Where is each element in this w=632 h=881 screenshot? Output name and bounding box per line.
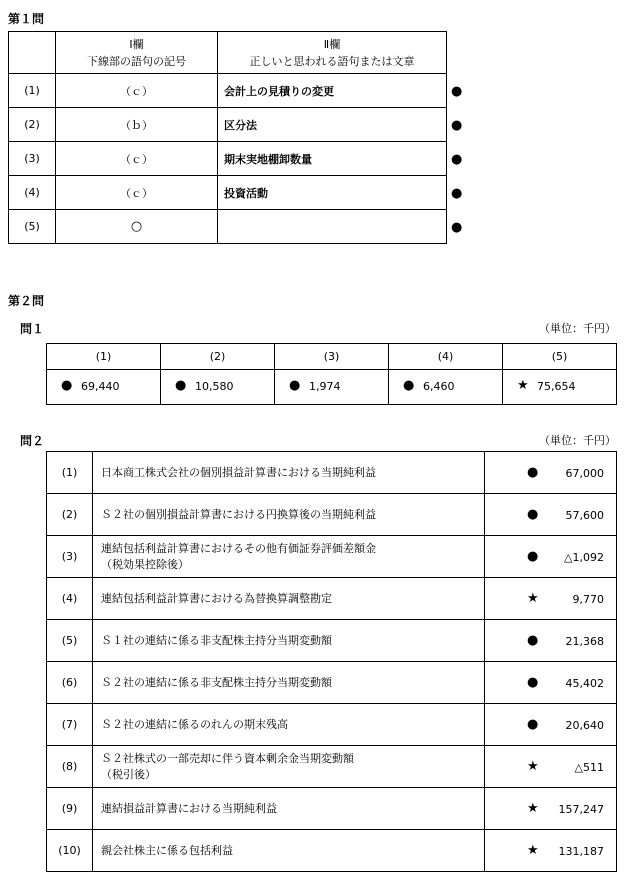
q1-row-number: (1) — [9, 74, 56, 108]
table-row — [47, 746, 617, 788]
score-mark-icon: ● — [451, 220, 463, 235]
q2-part2-row-number: (5) — [47, 620, 93, 662]
q2-part2-row-number: (9) — [47, 788, 93, 830]
q1-row-symbol: （ｃ） — [56, 176, 218, 210]
q2-part2-row-label — [93, 578, 485, 620]
q2-part2-row-label-line2: （税引後） — [101, 767, 156, 781]
q1-row-symbol: （ｃ） — [56, 74, 218, 108]
q2-part2-row-label-line1: Ｓ１社の連結に係る非支配株主持分当期変動額 — [101, 633, 332, 647]
q2-part2-row-label — [93, 620, 485, 662]
q2-part2-row-value: 67,000 — [565, 467, 604, 480]
q1-row-number: (5) — [9, 210, 56, 244]
q1-col2-header — [218, 32, 447, 74]
q2-part2-row-label — [93, 452, 485, 494]
q1-row — [9, 108, 447, 142]
q2-part1-value: 69,440 — [81, 380, 120, 393]
q2-part1-unit: （単位：千円） — [539, 322, 616, 335]
q1-row-symbol: （ｂ） — [56, 108, 218, 142]
q2-part2-row-value-cell — [485, 788, 617, 830]
score-mark-icon: ● — [451, 118, 463, 133]
q2-part2-row-label — [93, 746, 485, 788]
score-mark-icon: ● — [61, 378, 73, 393]
q1-col1-subtitle: 下線部の語句の記号 — [87, 54, 186, 68]
q2-part2-row-number: (3) — [47, 536, 93, 578]
q2-part2-row-value-cell — [485, 536, 617, 578]
score-mark-icon: ● — [451, 84, 463, 99]
q1-col2-title: Ⅱ欄 — [323, 37, 341, 51]
score-mark-icon: ● — [527, 549, 539, 564]
q2-part1-value: 10,580 — [195, 380, 234, 393]
q1-row-text — [218, 210, 447, 244]
q2-part1-cell — [161, 370, 275, 405]
q2-part2-row-value: 45,402 — [565, 677, 604, 690]
score-mark-icon: ● — [403, 378, 415, 393]
q1-row-text: 期末実地棚卸数量 — [218, 142, 447, 176]
q2-part2-row-number: (7) — [47, 704, 93, 746]
q2-part1-header: (3) — [275, 344, 389, 370]
q2-part2-row-value: 21,368 — [565, 635, 604, 648]
q1-row — [9, 210, 447, 244]
q2-part2-row-label — [93, 662, 485, 704]
q2-part2-row-value: △511 — [574, 761, 604, 774]
q1-col1-title: Ⅰ欄 — [129, 37, 144, 51]
q1-col1-header — [56, 32, 218, 74]
table-row — [47, 662, 617, 704]
q2-part2-row-number: (1) — [47, 452, 93, 494]
q1-row-text: 投資活動 — [218, 176, 447, 210]
q2-part1-header: (2) — [161, 344, 275, 370]
score-mark-icon: ● — [527, 717, 539, 732]
q2-part2-row-label-line1: 連結包括利益計算書における為替換算調整勘定 — [101, 591, 332, 605]
q2-part2-row-number: (6) — [47, 662, 93, 704]
q1-row-text: 区分法 — [218, 108, 447, 142]
q1-row-symbol: ○ — [56, 210, 218, 244]
q2-part2-row-value: △1,092 — [564, 551, 604, 564]
q2-part2-row-label-line1: Ｓ２社の連結に係る非支配株主持分当期変動額 — [101, 675, 332, 689]
q1-row-text: 会計上の見積りの変更 — [218, 74, 447, 108]
q1-col2-subtitle: 正しいと思われる語句または文章 — [249, 54, 415, 68]
score-mark-icon: ● — [527, 465, 539, 480]
score-mark-icon: ● — [451, 152, 463, 167]
q2-part2-row-label-line1: Ｓ２社株式の一部売却に伴う資本剰余金当期変動額 — [101, 751, 354, 765]
q2-part1-header: (1) — [47, 344, 161, 370]
score-mark-icon: ● — [175, 378, 187, 393]
score-mark-icon: ★ — [527, 801, 539, 816]
q2-part2-row-value-cell — [485, 578, 617, 620]
q2-part2-row-value-cell — [485, 830, 617, 872]
q2-part2-unit: （単位：千円） — [539, 434, 616, 447]
table-row — [47, 788, 617, 830]
q2-part2-row-number: (10) — [47, 830, 93, 872]
q1-row — [9, 74, 447, 108]
score-mark-icon: ★ — [527, 759, 539, 774]
q2-heading: 第２問 — [8, 294, 45, 308]
score-mark-icon: ★ — [527, 843, 539, 858]
table-row — [47, 578, 617, 620]
q2-part2-row-label-line1: 親会社株主に係る包括利益 — [101, 843, 233, 857]
q1-table — [8, 31, 447, 244]
q2-part2-heading: 問２ — [20, 434, 45, 448]
q2-part2-row-label — [93, 494, 485, 536]
q2-part2-row-label — [93, 536, 485, 578]
q2-part2-row-value-cell — [485, 746, 617, 788]
q2-part2-row-value: 57,600 — [565, 509, 604, 522]
q2-part1-cell — [47, 370, 161, 405]
q1-row — [9, 142, 447, 176]
score-mark-icon: ● — [527, 507, 539, 522]
q2-part1-value: 1,974 — [309, 380, 341, 393]
table-row — [47, 452, 617, 494]
q2-part2-row-label — [93, 788, 485, 830]
q1-row-number: (4) — [9, 176, 56, 210]
q2-part2-row-value: 131,187 — [558, 845, 604, 858]
table-row — [47, 620, 617, 662]
table-row — [47, 830, 617, 872]
score-mark-icon: ● — [527, 675, 539, 690]
q2-part2-row-label-line1: Ｓ２社の個別損益計算書における円換算後の当期純利益 — [101, 507, 376, 521]
q2-part2-row-label — [93, 704, 485, 746]
q2-part2-row-value-cell — [485, 494, 617, 536]
q1-row-number: (2) — [9, 108, 56, 142]
q2-part2-row-value-cell — [485, 704, 617, 746]
q2-part2-row-value-cell — [485, 662, 617, 704]
q2-part2-row-label-line1: 連結損益計算書における当期純利益 — [101, 801, 277, 815]
table-row — [47, 536, 617, 578]
q2-part1-table — [46, 343, 617, 405]
q1-row — [9, 176, 447, 210]
q2-part1-cell — [275, 370, 389, 405]
q2-part1-cell — [389, 370, 503, 405]
q1-row-symbol: （ｃ） — [56, 142, 218, 176]
q2-part1-heading: 問１ — [20, 322, 45, 336]
q2-part2-row-label-line1: 日本商工株式会社の個別損益計算書における当期純利益 — [101, 465, 376, 479]
q2-part2-row-label-line2: （税効果控除後） — [101, 557, 189, 571]
q1-heading: 第１問 — [8, 12, 45, 26]
q1-row-number: (3) — [9, 142, 56, 176]
q2-part1-header: (5) — [503, 344, 617, 370]
score-mark-icon: ★ — [527, 591, 539, 606]
q2-part2-row-label-line1: 連結包括利益計算書におけるその他有価証券評価差額金 — [101, 541, 376, 555]
q1-corner-cell — [9, 32, 56, 74]
q2-part2-row-label — [93, 830, 485, 872]
score-mark-icon: ● — [451, 186, 463, 201]
q2-part2-row-value-cell — [485, 452, 617, 494]
q2-part2-row-number: (8) — [47, 746, 93, 788]
table-row — [47, 494, 617, 536]
q2-part2-row-value: 9,770 — [572, 593, 604, 606]
q2-part1-header: (4) — [389, 344, 503, 370]
q2-part2-table — [46, 451, 617, 872]
q2-part2-row-value-cell — [485, 620, 617, 662]
score-mark-icon: ★ — [517, 378, 529, 393]
score-mark-icon: ● — [289, 378, 301, 393]
score-mark-icon: ● — [527, 633, 539, 648]
q2-part1-cell — [503, 370, 617, 405]
q2-part2-row-number: (4) — [47, 578, 93, 620]
table-row — [47, 704, 617, 746]
q2-part2-row-label-line1: Ｓ２社の連結に係るのれんの期末残高 — [101, 717, 288, 731]
q2-part1-value: 6,460 — [423, 380, 455, 393]
q2-part2-row-value: 157,247 — [558, 803, 604, 816]
q2-part2-row-number: (2) — [47, 494, 93, 536]
q2-part1-value: 75,654 — [537, 380, 576, 393]
q2-part2-row-value: 20,640 — [565, 719, 604, 732]
